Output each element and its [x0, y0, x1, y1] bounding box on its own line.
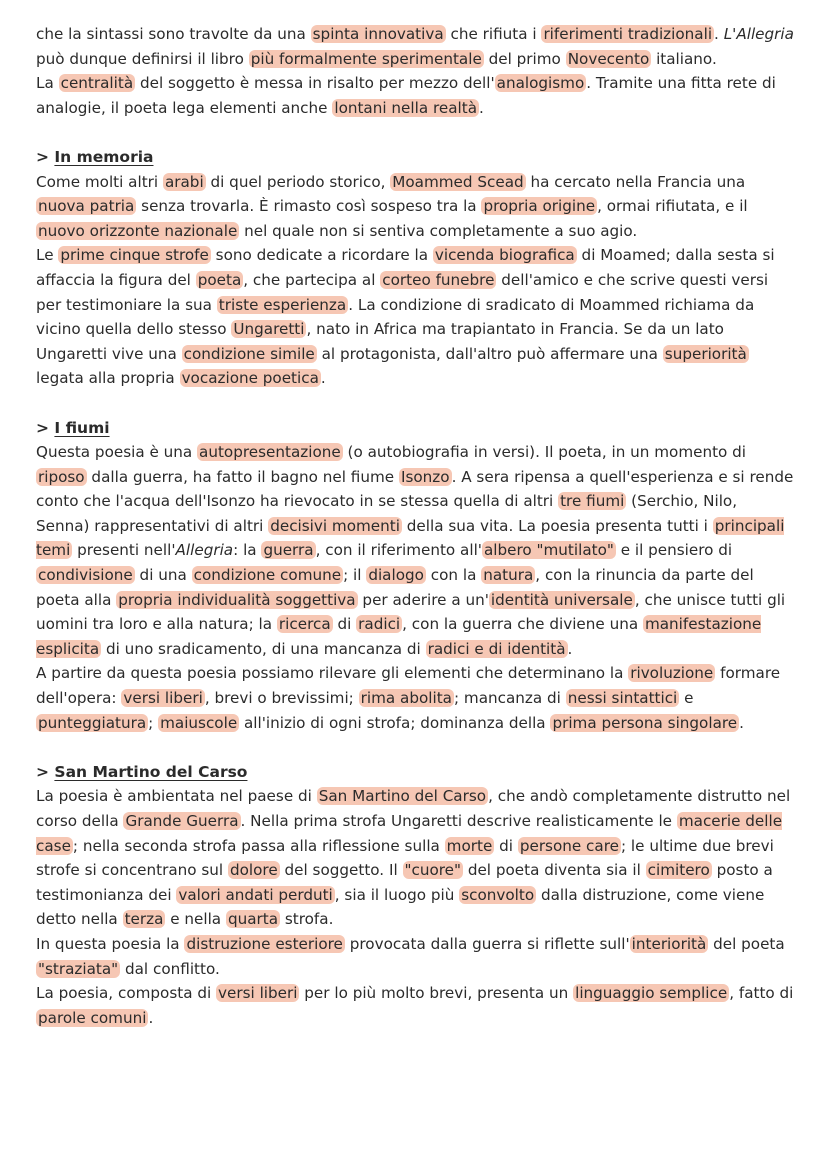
highlighted-term: condizione simile: [183, 344, 315, 363]
text-run: : la: [233, 541, 262, 560]
highlighted-term: rivoluzione: [630, 664, 714, 683]
highlighted-term: dialogo: [368, 566, 424, 585]
highlighted-term: macerie delle case: [36, 812, 783, 855]
text-run: .: [320, 369, 326, 388]
text-run: (Serchio, Nilo, Senna) rappresentativi di altri: [36, 492, 738, 535]
highlighted-term: quarta: [227, 910, 279, 929]
highlighted-term: prime cinque strofe: [60, 246, 209, 265]
text-run: per lo più molto brevi, presenta un: [299, 984, 574, 1003]
section-paragraph: [36, 932, 794, 981]
section-paragraph: [36, 170, 794, 244]
text-run: presenti nell': [72, 541, 176, 560]
highlighted-term: terza: [124, 910, 164, 929]
text-run: può dunque definirsi il libro: [36, 49, 249, 68]
section-san-martino-del-carso: [36, 760, 794, 1031]
text-run: del poeta: [708, 934, 785, 953]
text-run: di uno sradicamento, di una mancanza di: [101, 639, 426, 658]
highlighted-term: persone care: [519, 836, 619, 855]
heading-marker: >: [36, 762, 49, 781]
text-run: italiano.: [651, 49, 717, 68]
text-run: Questa poesia è una: [36, 443, 198, 462]
highlighted-term: superiorità: [664, 344, 747, 363]
highlighted-term: interiorità: [631, 934, 707, 953]
text-run: , con il riferimento all': [315, 541, 482, 560]
italic-title: Allegria: [175, 541, 234, 560]
highlighted-term: prima persona singolare: [552, 713, 738, 732]
text-run: . Tramite una fitta rete di analogie, il poeta lega elementi anche: [36, 74, 776, 117]
section-heading: [36, 145, 794, 170]
text-run: (o autobiografia in versi). Il poeta, in un momento di: [342, 443, 747, 462]
text-run: A partire da questa poesia possiamo rilevare gli elementi che determinano la: [36, 664, 629, 683]
intro-paragraph: [36, 22, 794, 71]
intro-paragraph: [36, 71, 794, 120]
text-run: dalla guerra, ha fatto il bagno nel fiume: [86, 467, 399, 486]
text-run: di: [332, 615, 357, 634]
highlighted-term: corteo funebre: [382, 270, 495, 289]
highlighted-term: dolore: [229, 861, 278, 880]
text-run: , nato in Africa ma trapiantato in Francia. Se da un lato Ungaretti vive una: [36, 320, 724, 363]
highlighted-term: principali temi: [36, 516, 785, 560]
text-run: , ormai rifiutata, e il: [597, 197, 748, 216]
text-run: del soggetto è messa in risalto per mezzo dell': [135, 74, 495, 93]
highlighted-term: punteggiatura: [38, 713, 147, 732]
heading-marker: >: [36, 418, 49, 437]
section-i-fiumi: [36, 416, 794, 736]
text-run: di: [494, 836, 518, 855]
text-run: di una: [134, 566, 192, 585]
text-run: dell'amico e che scrive questi versi per testimoniare la sua: [36, 270, 769, 314]
text-run: ; le ultime due brevi strofe si concentrano sul: [36, 836, 774, 880]
highlighted-term: radici: [358, 615, 401, 634]
highlighted-term: riposo: [38, 467, 85, 486]
text-run: , con la guerra che diviene una: [402, 615, 643, 634]
highlighted-term: maiuscole: [160, 713, 238, 732]
highlighted-term: "straziata": [38, 959, 119, 978]
highlighted-term: parole comuni: [38, 1008, 147, 1027]
text-run: posto a testimonianza dei: [36, 861, 773, 904]
section-heading: [36, 760, 794, 785]
section-paragraph: [36, 440, 794, 661]
highlighted-term: Ungaretti: [233, 320, 305, 339]
text-run: e: [679, 689, 694, 708]
highlighted-term: centralità: [60, 74, 134, 93]
text-run: In questa poesia la: [36, 934, 185, 953]
highlighted-term: morte: [446, 836, 493, 855]
highlighted-term: riferimenti tradizionali: [543, 25, 713, 43]
section-paragraph: [36, 981, 794, 1030]
highlighted-term: arabi: [164, 172, 204, 191]
text-run: . Nella prima strofa Ungaretti descrive realisticamente le: [240, 812, 677, 830]
text-run: ;: [148, 713, 159, 732]
highlighted-term: autopresentazione: [199, 443, 341, 462]
intro-block: [36, 22, 794, 120]
section-title: I fiumi: [54, 418, 110, 437]
highlighted-term: più formalmente sperimentale: [250, 49, 482, 68]
text-run: La poesia è ambientata nel paese di: [36, 787, 317, 806]
highlighted-term: poeta: [197, 270, 242, 289]
highlighted-term: San Martino del Carso: [318, 787, 487, 806]
text-run: La: [36, 74, 59, 93]
text-run: per aderire a un': [357, 590, 489, 609]
text-run: , con la rinuncia da parte del poeta alla: [36, 566, 754, 609]
heading-marker: >: [36, 147, 49, 166]
highlighted-term: propria individualità soggettiva: [118, 590, 356, 609]
highlighted-term: versi liberi: [123, 689, 203, 708]
highlighted-term: radici e di identità: [427, 639, 566, 658]
text-run: .: [479, 98, 484, 117]
highlighted-term: versi liberi: [218, 984, 298, 1003]
text-run: nel quale non si sentiva completamente a suo agio.: [239, 221, 638, 240]
highlighted-term: decisivi momenti: [270, 516, 400, 535]
section-title: San Martino del Carso: [54, 762, 248, 781]
text-run: .: [567, 639, 573, 658]
highlighted-term: identità universale: [490, 590, 633, 609]
text-run: di quel periodo storico,: [205, 172, 391, 191]
text-run: con la: [425, 566, 482, 585]
text-run: dal conflitto.: [120, 959, 220, 978]
text-run: ha cercato nella Francia una: [525, 172, 746, 191]
text-run: e nella: [165, 910, 226, 929]
text-run: .: [714, 25, 724, 43]
text-run: . A sera ripensa a quell'esperienza e si rende conto che l'acqua dell'Isonzo ha rievocato in se stessa quella di altri: [36, 467, 794, 511]
section-paragraph: [36, 661, 794, 735]
text-run: senza trovarla. È rimasto così sospeso tra la: [136, 197, 482, 216]
highlighted-term: nessi sintattici: [567, 689, 678, 708]
highlighted-term: "cuore": [404, 861, 461, 880]
highlighted-term: vicenda biografica: [434, 246, 575, 265]
highlighted-term: lontani nella realtà: [334, 98, 478, 117]
text-run: che la sintassi sono travolte da una: [36, 25, 311, 43]
text-run: del primo: [483, 49, 566, 68]
highlighted-term: linguaggio semplice: [575, 984, 728, 1003]
text-run: , brevi o brevissimi;: [204, 689, 359, 708]
section-paragraph: [36, 243, 794, 391]
text-run: ; nella seconda strofa passa alla riflessione sulla: [72, 836, 445, 855]
section-heading: [36, 416, 794, 441]
highlighted-term: Novecento: [567, 49, 650, 68]
text-run: del poeta diventa sia il: [463, 861, 646, 880]
text-run: Come molti altri: [36, 172, 163, 191]
highlighted-term: nuovo orizzonte nazionale: [38, 221, 238, 240]
text-run: all'inizio di ogni strofa; dominanza della: [239, 713, 551, 732]
highlighted-term: sconvolto: [461, 885, 535, 904]
highlighted-term: rima abolita: [360, 689, 452, 708]
highlighted-term: analogismo: [496, 74, 585, 93]
highlighted-term: condivisione: [38, 566, 133, 585]
text-run: del soggetto. Il: [279, 861, 403, 880]
highlighted-term: vocazione poetica: [181, 369, 319, 388]
text-run: strofa.: [280, 910, 334, 929]
text-run: , sia il luogo più: [334, 885, 460, 904]
text-run: ; mancanza di: [453, 689, 566, 708]
highlighted-term: manifestazione esplicita: [36, 615, 762, 658]
text-run: ; il: [343, 566, 367, 585]
text-run: legata alla propria: [36, 369, 180, 388]
highlighted-term: cimitero: [647, 861, 710, 880]
highlighted-term: albero "mutilato": [483, 541, 614, 560]
text-run: formare dell'opera:: [36, 664, 781, 708]
highlighted-term: Grande Guerra: [125, 812, 239, 830]
text-run: della sua vita. La poesia presenta tutti i: [401, 516, 713, 535]
text-run: . La condizione di sradicato di Moammed richiama da vicino quella dello stesso: [36, 295, 755, 339]
highlighted-term: propria origine: [483, 197, 596, 216]
text-run: , che andò completamente distrutto nel corso della: [36, 787, 791, 830]
text-run: e il pensiero di: [615, 541, 733, 560]
text-run: al protagonista, dall'altro può affermare una: [316, 344, 663, 363]
text-run: sono dedicate a ricordare la: [210, 246, 433, 265]
text-run: Le: [36, 246, 59, 265]
section-title: In memoria: [54, 147, 154, 166]
text-run: .: [148, 1008, 154, 1027]
italic-title: L'Allegria: [723, 25, 794, 43]
highlighted-term: distruzione esteriore: [186, 934, 343, 953]
section-paragraph: [36, 784, 794, 932]
highlighted-term: Moammed Scead: [392, 172, 524, 191]
section-in-memoria: [36, 145, 794, 391]
text-run: di Moamed; dalla sesta si affaccia la figura del: [36, 246, 775, 289]
highlighted-term: valori andati perduti: [178, 885, 333, 904]
highlighted-term: nuova patria: [38, 197, 135, 216]
highlighted-term: Isonzo: [400, 467, 450, 486]
highlighted-term: ricerca: [278, 615, 331, 634]
highlighted-term: natura: [483, 566, 534, 585]
highlighted-term: tre fiumi: [560, 492, 625, 511]
highlighted-term: triste esperienza: [218, 295, 347, 314]
text-run: che rifiuta i: [445, 25, 542, 43]
text-run: .: [739, 713, 744, 732]
text-run: , fatto di: [729, 984, 794, 1003]
text-run: provocata dalla guerra si riflette sull': [344, 934, 630, 953]
text-run: , che partecipa al: [243, 270, 381, 289]
highlighted-term: guerra: [263, 541, 314, 560]
text-run: , che unisce tutti gli uomini tra loro e alla natura; la: [36, 590, 786, 634]
text-run: dalla distruzione, come viene detto nella: [36, 885, 765, 929]
highlighted-term: spinta innovativa: [312, 25, 444, 43]
highlighted-term: condizione comune: [193, 566, 342, 585]
text-run: La poesia, composta di: [36, 984, 217, 1003]
